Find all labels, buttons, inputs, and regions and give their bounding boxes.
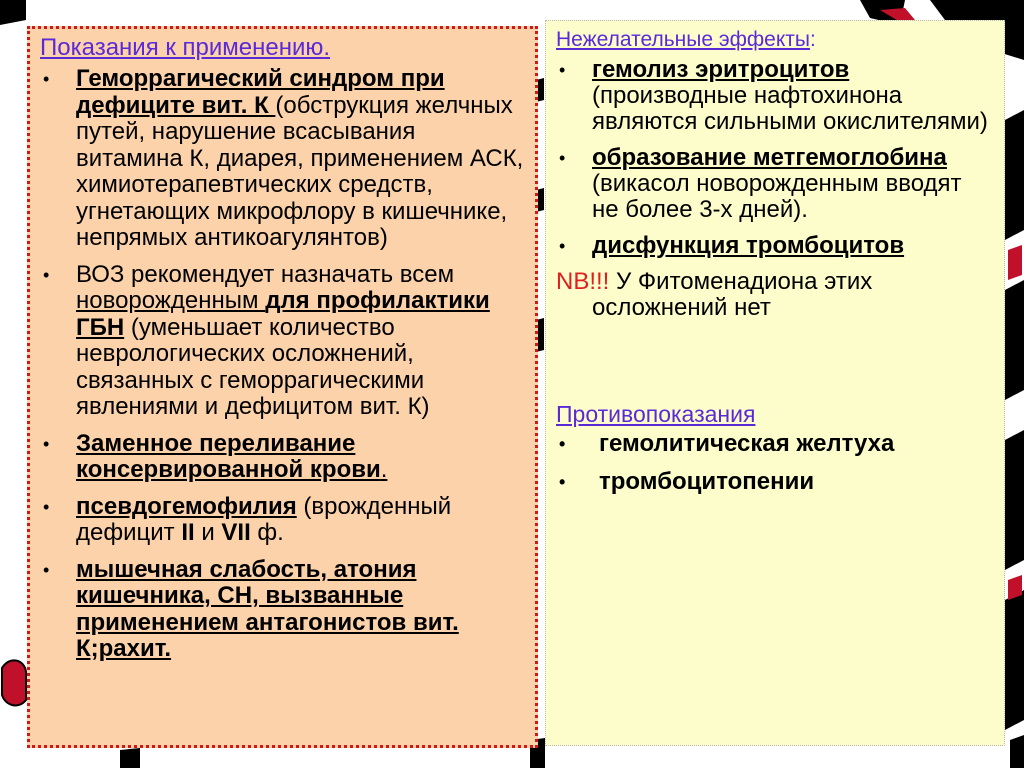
side-effect-detail: (викасол новорожденным вводят не более 3-х дней). [592,170,962,223]
indication-item-who [40,262,525,421]
side-effect-title: образование метгемоглобина [592,144,947,171]
side-effect-item [556,233,994,259]
contraindications-list [556,431,994,495]
indication-title: Заменное переливание консервированной крови [76,429,381,483]
indications-heading [40,33,525,63]
side-effects-list [556,57,994,259]
contraindications-heading: Противопоказания [556,401,756,427]
indication-factor-vii: VII [221,519,251,546]
indication-title: Геморрагический синдром при дефиците вит. К [76,65,445,119]
indication-item-transfusion [40,431,525,484]
indication-factor-ii: II [181,519,195,546]
indication-detail-end: ф. [250,519,284,546]
indication-detail: (уменьшает количество неврологических осложнений, связанных с геморрагическими явлениями и дефицитом вит. К) [76,313,430,420]
side-effect-detail: (производные нафтохинона являются сильными окислителями) [592,82,988,135]
nb-note [556,269,994,321]
indication-title: мышечная слабость, атония кишечника, СН, вызванные применением антагонистов вит. К;рахит. [76,555,459,662]
indication-item-weakness [40,557,525,663]
indication-detail-and: и [194,519,222,546]
indications-heading-dot: . [323,34,331,61]
indication-detail: (врожденный дефицит [76,492,452,546]
indication-text: ВОЗ рекомендует назначать всем [76,260,455,288]
indication-title: для профилактики ГБН [76,287,490,341]
contraindication-item: • гемолитическая желтуха [556,431,994,457]
nb-tag: NB!!! [556,268,610,295]
side-effects-panel [545,20,1005,746]
indication-detail: (обструкция желчных путей, нарушение всасывания витамина К, диарея, применением АСК, химиотерапевтических средств, угнетающих микрофлору в кишечнике, непрямых антикоагулянтов) [76,91,524,251]
indication-title: псевдогемофилия [76,492,297,520]
side-effect-item [556,57,994,135]
contraindication-item: • тромбоцитопении [556,469,994,495]
indication-tail: . [380,456,388,483]
indication-underlined: новорожденным [76,287,266,314]
side-effects-heading-colon: : [809,28,816,51]
indication-item-hemorrhagic [40,66,525,252]
side-effect-title: гемолиз эритроцитов [592,56,850,83]
nb-text: У Фитоменадиона этих осложнений нет [592,268,873,321]
side-effects-heading [556,27,994,53]
side-effect-title: дисфункция тромбоцитов [592,232,905,259]
indication-item-pseudohemophilia [40,494,525,547]
indications-panel [27,26,538,748]
side-effect-item [556,145,994,223]
side-effects-heading-text: Нежелательные эффекты [556,28,810,51]
indications-heading-text: Показания к применению [40,34,324,61]
indications-list [40,66,525,663]
